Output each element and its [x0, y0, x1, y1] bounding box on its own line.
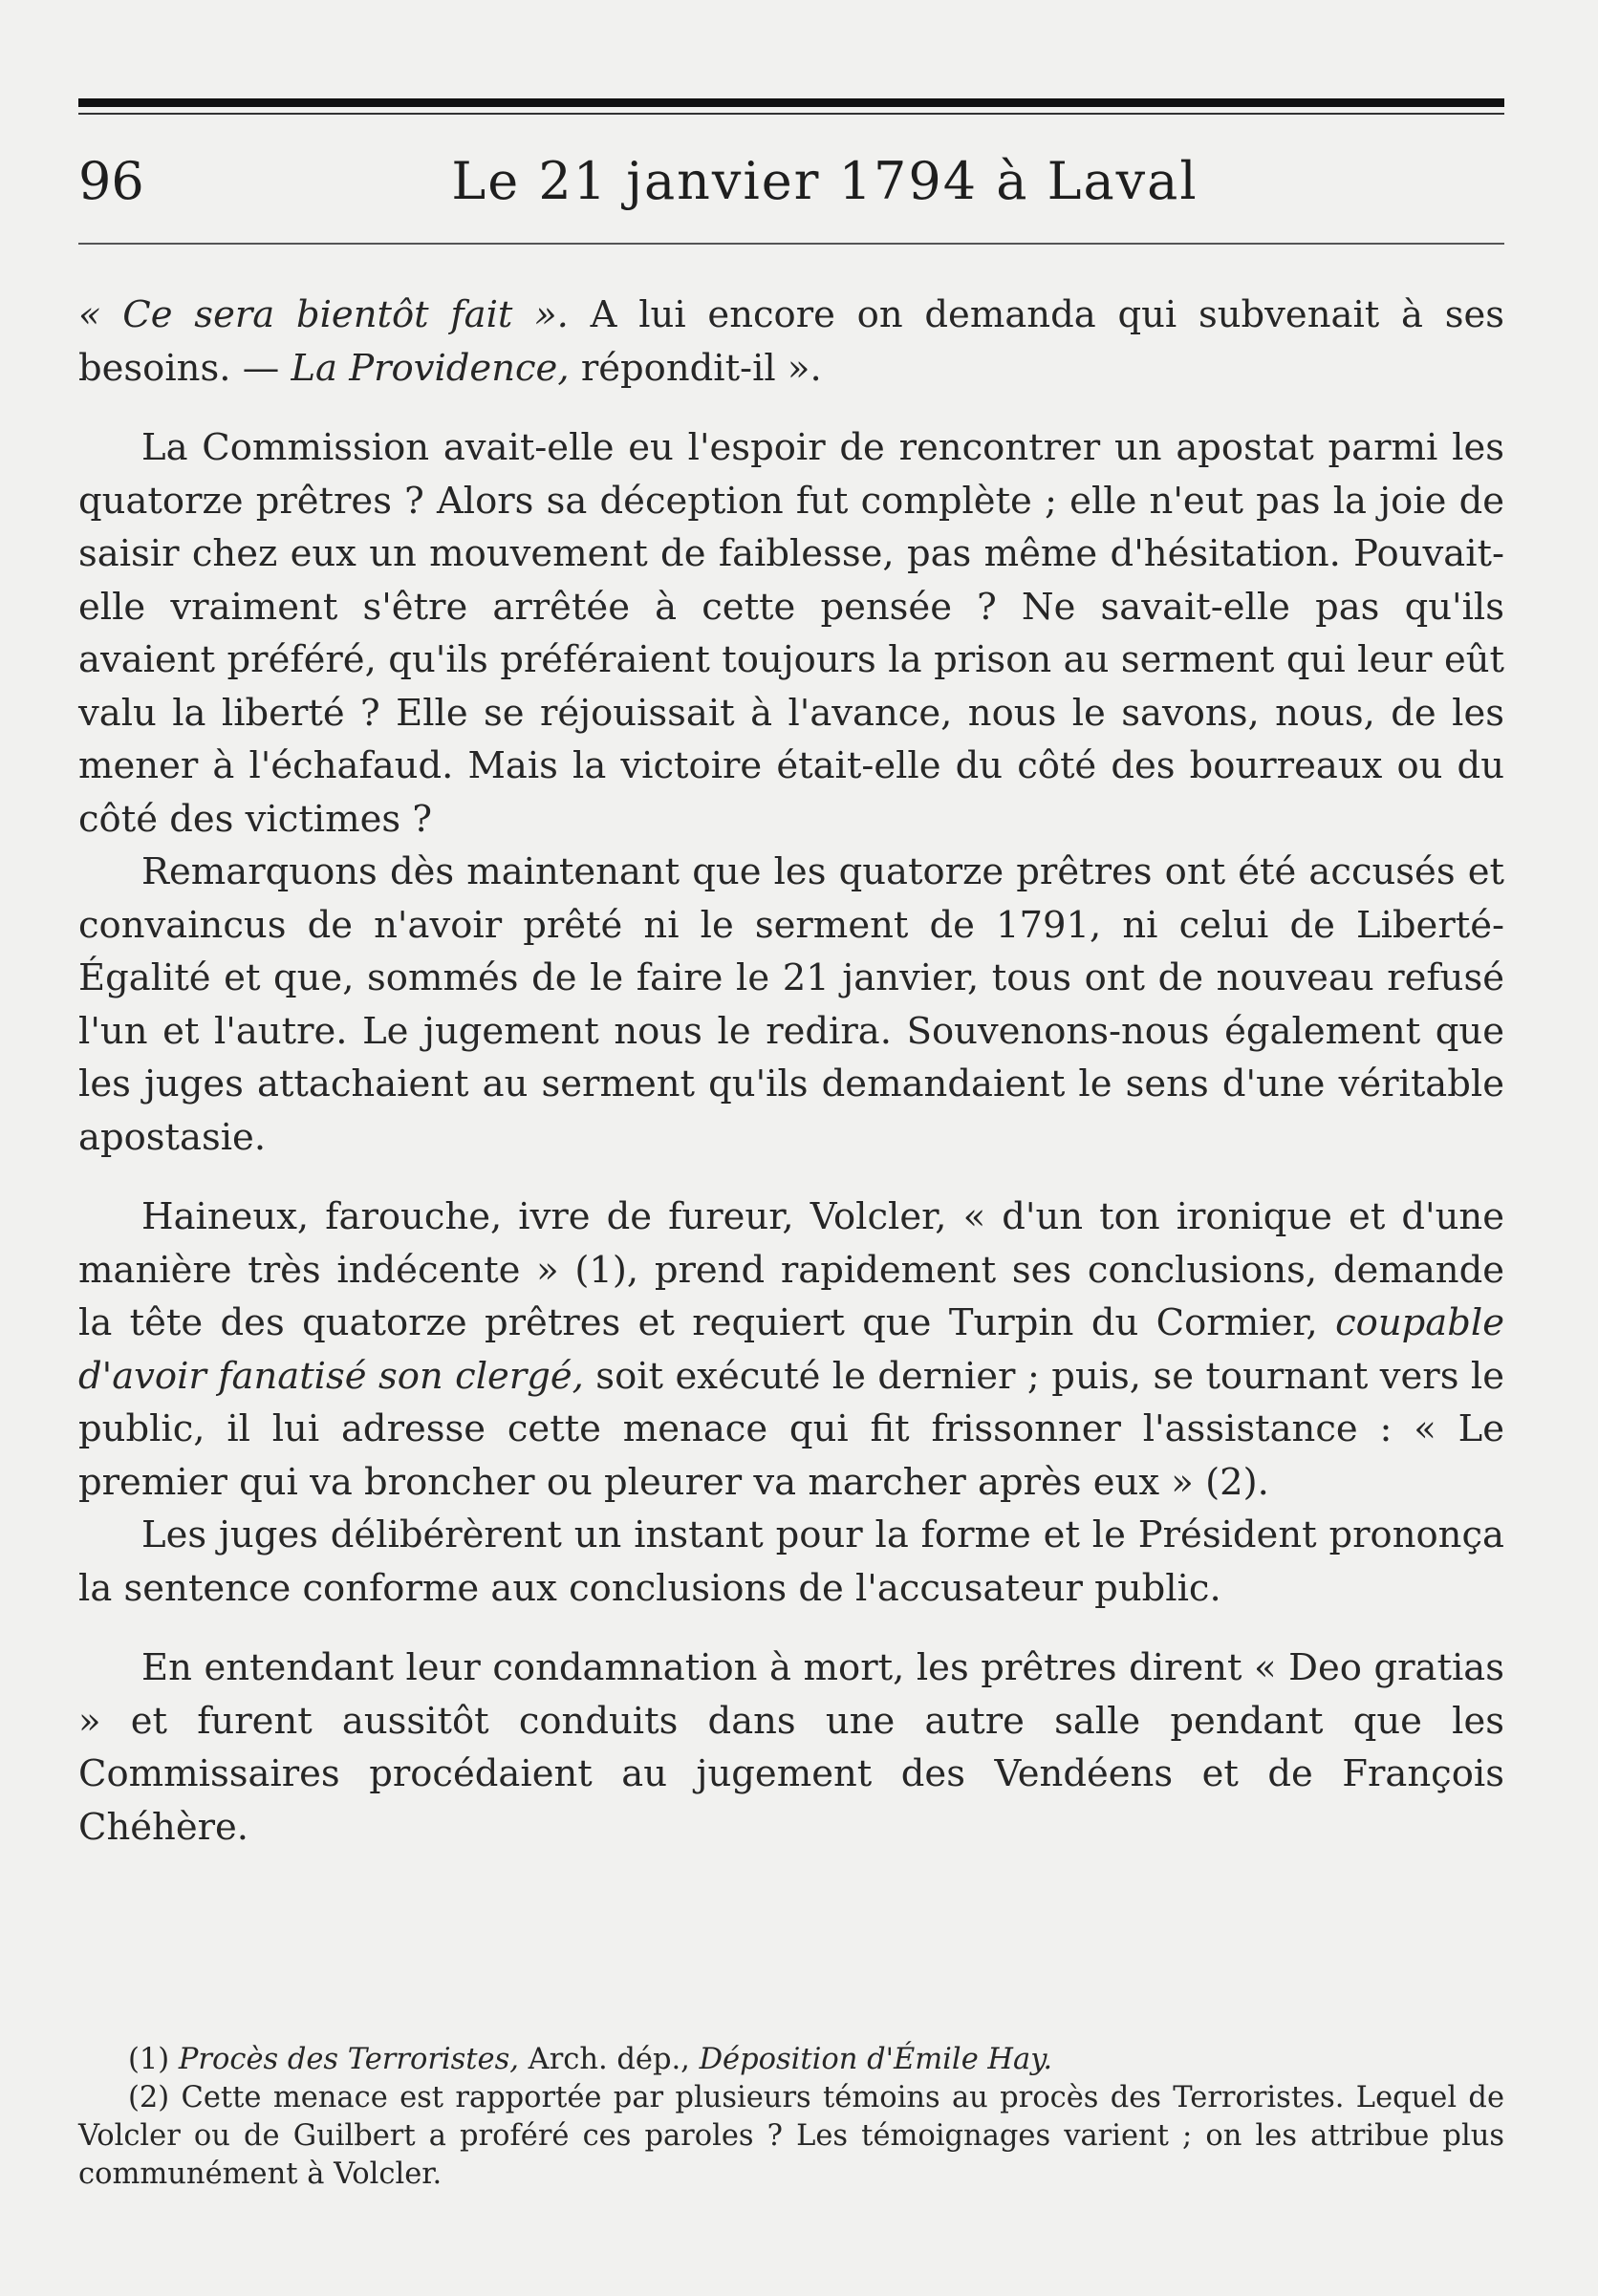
italic-text: « Ce sera bientôt fait ».: [78, 293, 569, 336]
running-title: Le 21 janvier 1794 à Laval: [451, 151, 1198, 211]
paragraph: [78, 1191, 1504, 1509]
paragraph: [78, 1642, 1504, 1854]
text-run: Remarquons dès maintenant que les quatorze prêtres ont été accusés et convaincus de n'avoir prêté ni le serment de 1791, ni celui de Liberté-Égalité et que, sommés de le faire le 21 janvier, tous ont de nouveau refusé l'un et l'autre. Le jugement nous le redira. Souvenons-nous également que les juges attachaient au serment qu'ils demandaient le sens d'une véritable apostasie.: [78, 850, 1504, 1159]
text-run: En entendant leur condamnation à mort, les prêtres dirent « Deo gratias » et furent aussitôt conduits dans une autre salle pendant que les Commissaires procédaient au jugement des Vendéens et de François Chéhère.: [78, 1646, 1504, 1849]
italic-text: coupable d'avoir fanatisé son clergé,: [78, 1301, 1504, 1398]
text-run: répondit-il ».: [569, 346, 822, 390]
text-run: Les juges délibérèrent un instant pour la forme et le Président prononça la sentence conforme aux conclusions de l'accusateur public.: [78, 1513, 1504, 1610]
text-run: Haineux, farouche, ivre de fureur, Volcler, « d'un ton ironique et d'une manière très indécente » (1), prend rapidement ses conclusions, demande la tête des quatorze prêtres et requiert que Turpin du Cormier,: [78, 1195, 1504, 1344]
paragraph: [78, 289, 1504, 395]
top-thin-rule: [78, 113, 1504, 115]
header-rule: [78, 243, 1504, 245]
text-run: (2) Cette menace est rapportée par plusieurs témoins au procès des Terroristes. Lequel de Volcler ou de Guilbert a proféré ces paroles ? Les témoignages varient ; on les attribue plus communément à Volcler.: [78, 2081, 1504, 2191]
footnote: [78, 2041, 1504, 2079]
text-run: (1): [128, 2043, 179, 2076]
text-run: soit exécuté le dernier ; puis, se tournant vers le public, il lui adresse cette menace qui fit frissonner l'assistance : « Le premier qui va broncher ou pleurer va marcher après eux » (2).: [78, 1354, 1504, 1504]
text-run: Arch. dép.,: [518, 2043, 700, 2076]
footnote: [78, 2079, 1504, 2194]
paragraph: [78, 846, 1504, 1164]
footnotes: [78, 2041, 1504, 2194]
text-run: A lui encore on demanda qui subvenait à ses besoins. —: [78, 293, 1504, 390]
page-header: [78, 143, 1504, 220]
italic-text: Déposition d'Émile Hay.: [699, 2043, 1053, 2076]
italic-text: Procès des Terroristes,: [178, 2043, 519, 2076]
paragraph: [78, 1509, 1504, 1615]
paragraph: [78, 421, 1504, 846]
italic-text: La Providence,: [291, 346, 570, 390]
page-number: 96: [78, 151, 144, 211]
top-thick-rule: [78, 98, 1504, 107]
body-text: [78, 289, 1504, 1854]
text-run: La Commission avait-elle eu l'espoir de rencontrer un apostat parmi les quatorze prêtres ? Alors sa déception fut complète ; elle n'eut pas la joie de saisir chez eux un mouvement de faiblesse, pas même d'hésitation. Pouvait-elle vraiment s'être arrêtée à cette pensée ? Ne savait-elle pas qu'ils avaient préféré, qu'ils préféraient toujours la prison au serment qui leur eût valu la liberté ? Elle se réjouissait à l'avance, nous le savons, nous, de les mener à l'échafaud. Mais la victoire était-elle du côté des bourreaux ou du côté des victimes ?: [78, 426, 1504, 841]
